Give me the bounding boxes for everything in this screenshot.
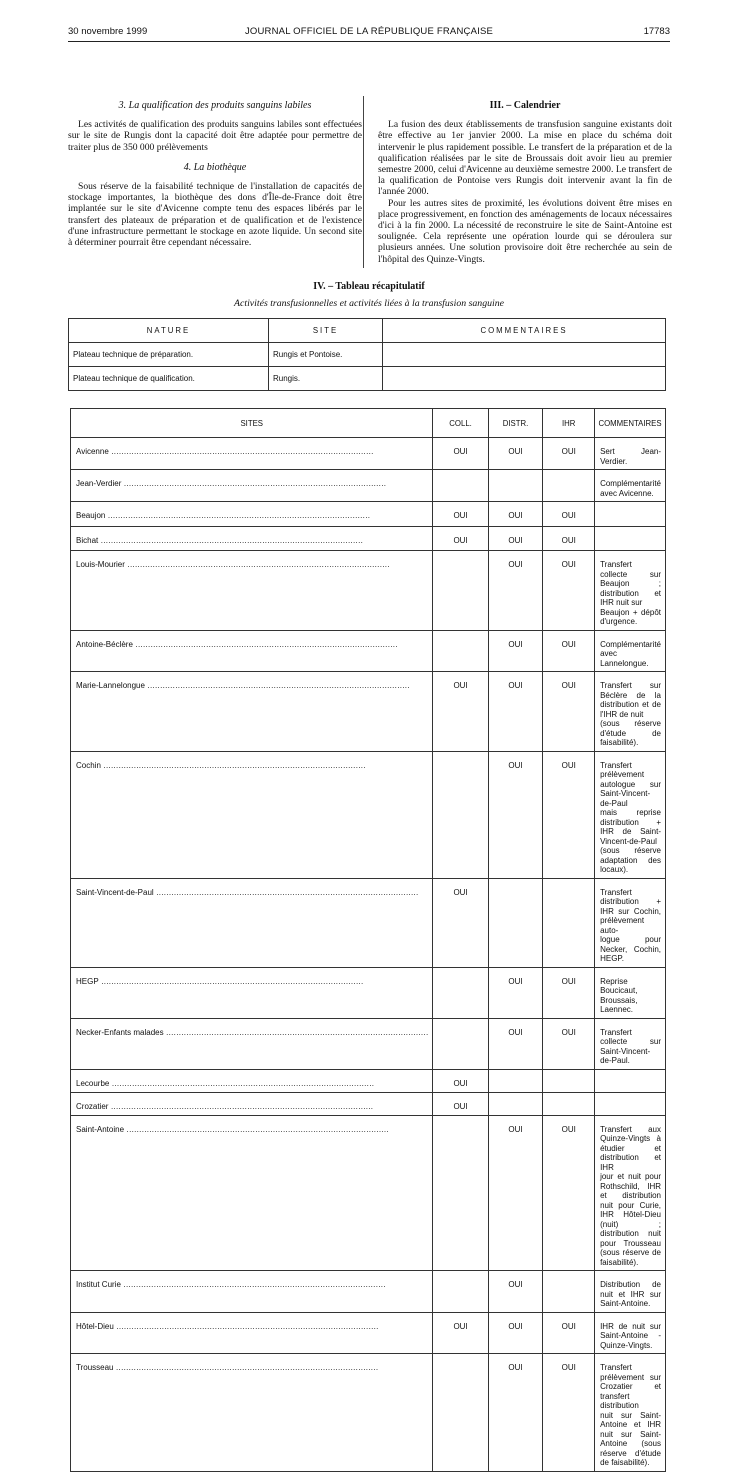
comment-text: Transfert sur Béclère de la distribution et de l'IHR de nuit [600,681,661,719]
table-row [71,878,666,967]
ihr-cell [543,878,595,967]
site-name: Lecourbe ..... [76,1079,428,1089]
table-cell: Plateau technique de préparation. [69,343,269,367]
comment-text: Complémentarité avec Avicenne. [600,479,661,498]
header-page-number: 17783 [643,26,670,37]
table-row [71,1018,666,1069]
comment-text: Reprise Boucicaut, Broussais, Laennec. [600,976,638,1014]
ihr-cell: OUI [543,502,595,527]
comment-continuation: (sous réserve d'étude de faisabilité). [600,719,661,747]
paragraph-biotheque: Sous réserve de la faisabilité technique de l'installation de capacités de stockage importantes, la biothèque des dons d'Île-de-France doit être implantée sur le site d'Avicenne compte tenu des espaces libérés par le transfert des plateaux de préparation et de qualification et de l'existence d'une infrastructure permettant le stockage en azote liquide. Un second site à déterminer pourrait être cependant nécessaire. [68,181,362,249]
comment-continuation: logue pour Necker, Cochin, HEGP. [600,935,661,963]
coll-cell [433,630,488,672]
column-header: SITE [269,319,383,343]
ihr-cell: OUI [543,672,595,752]
column-header-coll: COLL. [433,409,488,438]
table-row [71,1092,666,1115]
ihr-cell: OUI [543,1354,595,1472]
section-heading-calendrier: III. – Calendrier [489,100,561,111]
site-name: Bichat ..... [76,536,428,546]
table-section-subtitle: Activités transfusionnelles et activités liées à la transfusion sanguine [234,298,504,309]
coll-cell [433,470,488,502]
distr-cell: OUI [488,502,543,527]
ihr-cell: OUI [543,967,595,1018]
comment-cell [595,1354,666,1472]
comment-continuation: nuit sur Saint-Antoine et IHR nuit sur Saint-Antoine (sous réserve d'étude de faisabilité). [600,1410,661,1467]
column-header-commentaires: COMMENTAIRES [595,409,666,438]
ihr-cell: OUI [543,551,595,631]
comment-text: Sert Jean-Verdier. [600,447,661,466]
comment-cell [595,1271,666,1313]
comment-cell [595,1312,666,1354]
comment-text: Transfert collecte sur Beaujon ; distribution et IHR nuit sur [600,560,661,607]
table-row [69,343,666,367]
site-name-cell [71,551,433,631]
comment-cell [595,438,666,470]
distr-cell: OUI [488,551,543,631]
distr-cell: OUI [488,672,543,752]
distr-cell [488,1069,543,1092]
comment-cell [595,551,666,631]
distr-cell: OUI [488,1271,543,1313]
coll-cell: OUI [433,438,488,470]
comment-continuation: mais reprise distribution + IHR de Saint-Vincent-de-Paul (sous réserve adaptation des locaux). [600,808,661,874]
table-row [71,1312,666,1354]
comment-text: Transfert collecte sur Saint-Vincent-de-Paul. [600,1027,661,1065]
distr-cell [488,1092,543,1115]
coll-cell: OUI [433,527,488,551]
nature-site-table [68,318,666,391]
table-row [69,367,666,391]
coll-cell [433,1115,488,1271]
distr-cell [488,470,543,502]
comment-cell [595,470,666,502]
section-heading-qualification: 3. La qualification des produits sanguins labiles [118,100,312,111]
comment-cell [595,1092,666,1115]
site-name: Avicenne ..... [76,447,428,457]
distr-cell: OUI [488,1354,543,1472]
distr-cell: OUI [488,1018,543,1069]
site-name-cell [71,967,433,1018]
coll-cell: OUI [433,1312,488,1354]
coll-cell [433,751,488,878]
site-name-cell [71,1018,433,1069]
table-row [71,1354,666,1472]
coll-cell [433,551,488,631]
comment-text: Distribution de nuit et IHR sur Saint-Antoine. [600,1280,661,1308]
comment-cell [595,1018,666,1069]
column-header: NATURE [69,319,269,343]
ihr-cell: OUI [543,751,595,878]
table-row [71,1115,666,1271]
header-date: 30 novembre 1999 [68,26,148,37]
ihr-cell [543,1271,595,1313]
column-divider [363,96,364,268]
right-column [378,100,672,265]
site-name-cell [71,470,433,502]
comment-cell [595,527,666,551]
ihr-cell [543,1092,595,1115]
site-name: Antoine-Béclère ..... [76,640,428,650]
table-row [71,502,666,527]
site-name-cell [71,438,433,470]
table-row [71,527,666,551]
comment-cell [595,630,666,672]
site-name-cell [71,878,433,967]
header-journal-title: JOURNAL OFFICIEL DE LA RÉPUBLIQUE FRANÇAISE [244,26,494,37]
coll-cell [433,967,488,1018]
site-name: Beaujon ..... [76,511,428,521]
coll-cell: OUI [433,502,488,527]
site-name-cell [71,751,433,878]
sites-table [70,408,666,1472]
distr-cell: OUI [488,1115,543,1271]
comment-cell [595,751,666,878]
ihr-cell: OUI [543,630,595,672]
distr-cell: OUI [488,438,543,470]
table-row [71,672,666,752]
table-row [71,630,666,672]
comment-cell [595,1069,666,1092]
comment-text: Transfert prélèvement autologue sur Saint-Vincent-de-Paul [600,760,661,808]
comment-cell [595,878,666,967]
column-header-distr: DISTR. [488,409,543,438]
comment-cell [595,672,666,752]
ihr-cell [543,1069,595,1092]
coll-cell: OUI [433,672,488,752]
table-row [71,1271,666,1313]
comment-text: IHR de nuit sur Saint-Antoine - Quinze-Vingts. [600,1321,661,1350]
table-cell: Rungis et Pontoise. [269,343,383,367]
distr-cell: OUI [488,527,543,551]
ihr-cell [543,470,595,502]
page-header [68,26,670,40]
site-name: Crozatier ..... [76,1102,428,1112]
site-name-cell [71,1069,433,1092]
coll-cell: OUI [433,878,488,967]
distr-cell: OUI [488,751,543,878]
comment-continuation: jour et nuit pour Rothschild, IHR et distribution nuit pour Curie, IHR Hôtel-Dieu (nuit) ; distribution nuit pour Trousseau (sous réserve de faisabilité). [600,1172,661,1267]
table-section-title: IV. – Tableau récapitulatif [313,281,425,292]
table-row [71,751,666,878]
comment-text: Complémentarité avec Lannelongue. [600,639,661,668]
table-row [71,1069,666,1092]
site-name-cell [71,1115,433,1271]
site-name: Saint-Vincent-de-Paul ..... [76,888,428,898]
site-name: Hôtel-Dieu ..... [76,1322,428,1332]
paragraph-calendrier-2: Pour les autres sites de proximité, les évolutions doivent être mises en place progressivement, en fonction des aménagements de locaux nécessaires d'ici à la fin 2000. La nécessité de reconstruire le site de Saint-Antoine est soulignée. Cela représente une opération lourde qui se déroulera sur plusieurs années. Une solution provisoire doit être recherchée au sein de l'hôpital des Quinze-Vingts. [378,197,672,265]
comment-continuation: Beaujon + dépôt d'urgence. [600,607,661,626]
site-name: Trousseau ..... [76,1363,428,1373]
comment-cell [595,1115,666,1271]
site-name-cell [71,1354,433,1472]
site-name-cell [71,1271,433,1313]
table-row [71,551,666,631]
distr-cell [488,878,543,967]
ihr-cell: OUI [543,1115,595,1271]
table-row [71,438,666,470]
table-row [71,967,666,1018]
table-cell: Plateau technique de qualification. [69,367,269,391]
site-name: Louis-Mourier ..... [76,560,428,570]
site-name: Institut Curie ..... [76,1280,428,1290]
site-name-cell [71,672,433,752]
column-header-ihr: IHR [543,409,595,438]
site-name-cell [71,502,433,527]
table-header-row [71,409,666,438]
comment-text: Transfert prélèvement sur Crozatier et transfert distribution [600,1363,661,1410]
sites-table-body [71,438,666,1472]
coll-cell: OUI [433,1092,488,1115]
column-header: COMMENTAIRES [383,319,666,343]
site-name-cell [71,1312,433,1354]
ihr-cell: OUI [543,1018,595,1069]
distr-cell: OUI [488,967,543,1018]
site-name-cell [71,1092,433,1115]
coll-cell: OUI [433,1069,488,1092]
table-cell [383,367,666,391]
comment-text: Transfert distribution + IHR sur Cochin, prélèvement auto- [600,887,661,935]
header-rule [68,41,670,42]
ihr-cell: OUI [543,1312,595,1354]
coll-cell [433,1018,488,1069]
site-name: Saint-Antoine ..... [76,1125,428,1135]
paragraph-qualification: Les activités de qualification des produits sanguins labiles sont effectuées sur le site de Rungis dont la capacité doit être adaptée pour permettre de traiter plus de 350 000 prélèvements [68,119,362,153]
comment-cell [595,502,666,527]
coll-cell [433,1354,488,1472]
table-row [71,470,666,502]
table-cell [383,343,666,367]
comment-text: Transfert aux Quinze-Vingts à étudier et distribution et IHR [600,1124,661,1172]
ihr-cell: OUI [543,438,595,470]
site-name-cell [71,630,433,672]
site-name: Cochin ..... [76,761,428,771]
site-name: Necker-Enfants malades ..... [76,1028,428,1038]
paragraph-calendrier-1: La fusion des deux établissements de transfusion sanguine existants doit être effective au 1er janvier 2000. La mise en place du schéma doit intervenir le plus rapidement possible. Le transfert de la préparation et de la qualification réalisées par le site de Broussais doit avoir lieu au premier semestre 2000, celui d'Avicenne au deuxième semestre 2000. Le transfert de la qualification de Pontoise vers Rungis doit intervenir avant la fin de l'année 2000. [378,119,672,198]
section-heading-biotheque: 4. La biothèque [183,161,247,173]
column-header-sites: SITES [71,409,433,438]
distr-cell: OUI [488,1312,543,1354]
table-header-row [69,319,666,343]
site-name: HEGP ..... [76,977,428,987]
ihr-cell: OUI [543,527,595,551]
site-name: Marie-Lannelongue ..... [76,681,428,691]
comment-cell [595,967,666,1018]
left-column [68,100,362,248]
site-name: Jean-Verdier ..... [76,479,428,489]
table-cell: Rungis. [269,367,383,391]
coll-cell [433,1271,488,1313]
site-name-cell [71,527,433,551]
distr-cell: OUI [488,630,543,672]
